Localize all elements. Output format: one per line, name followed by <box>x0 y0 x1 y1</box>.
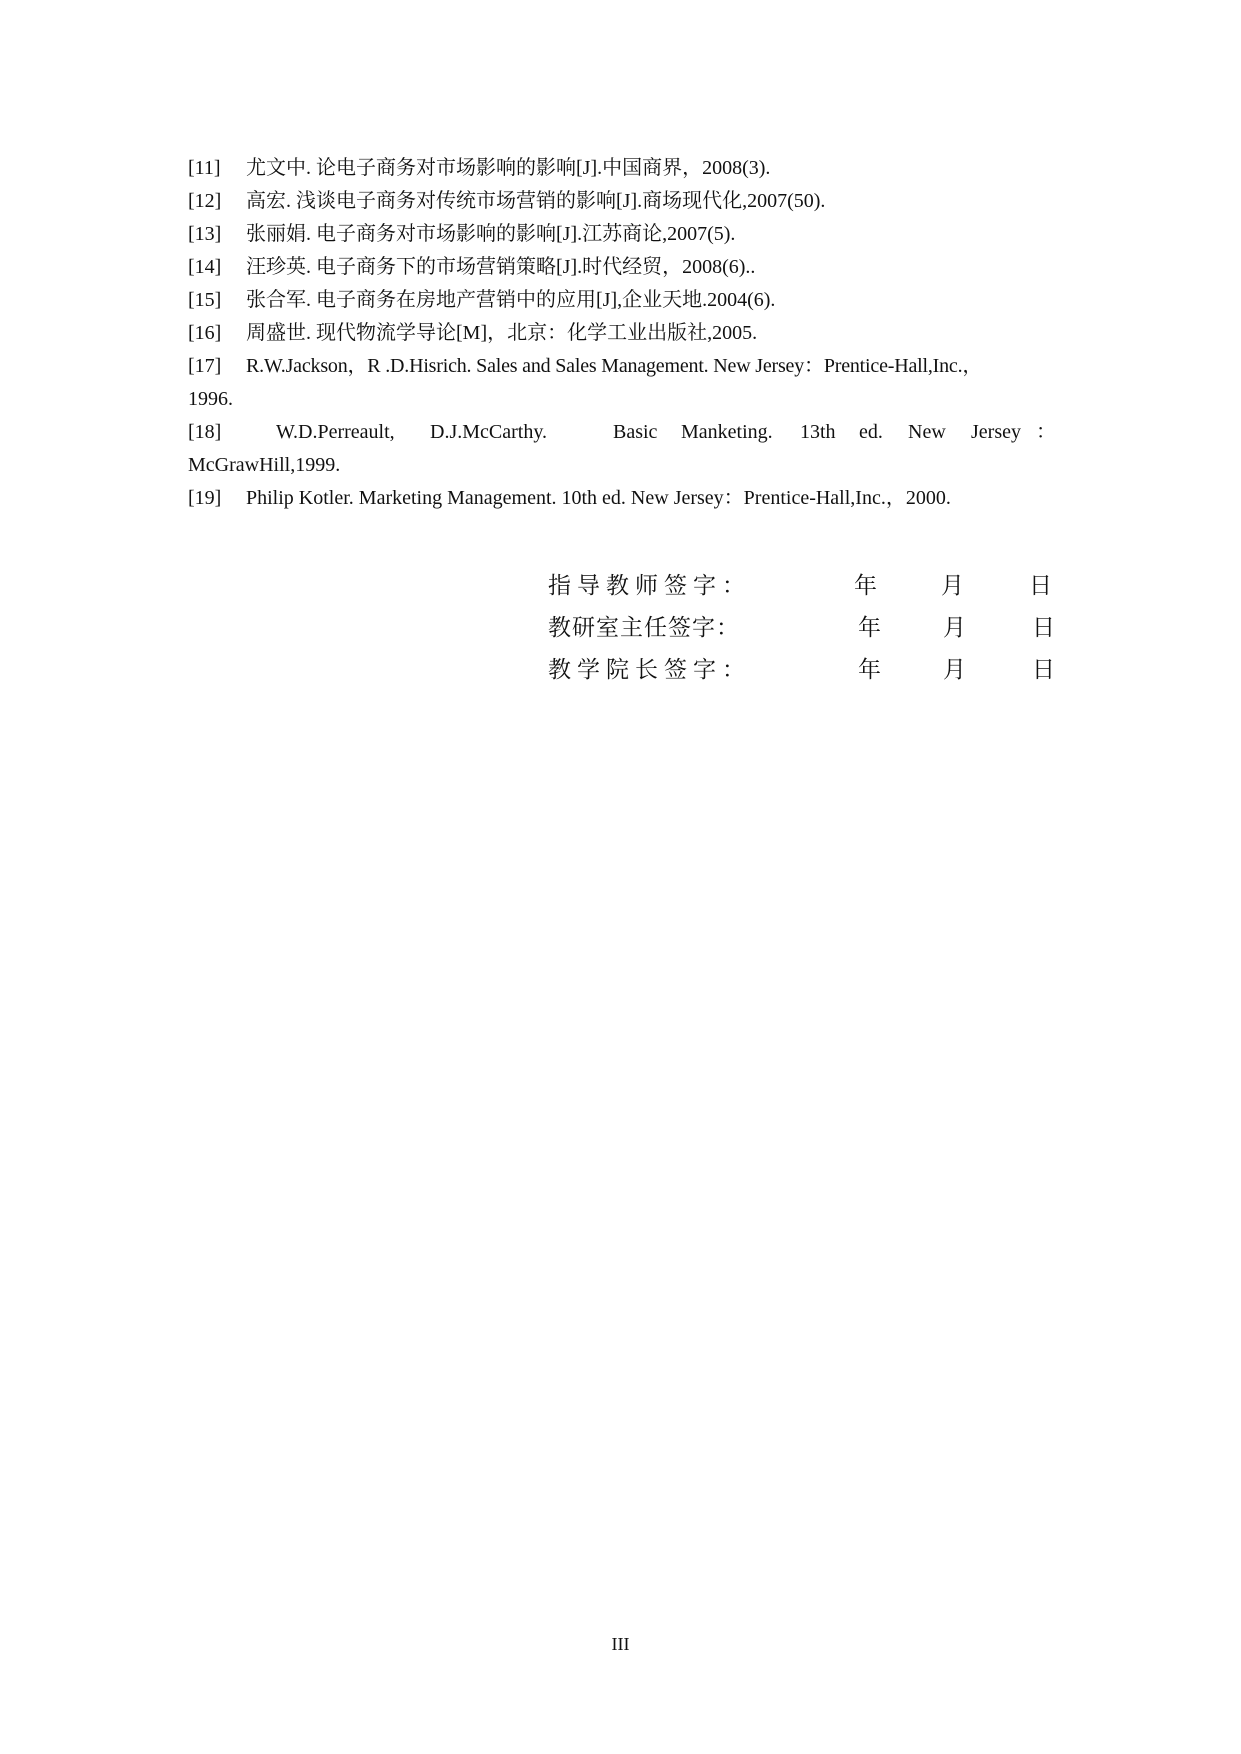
reference-item <box>188 185 1066 218</box>
reference-number: [17] <box>188 355 222 377</box>
date-month-label: 月 <box>943 657 966 683</box>
reference-number: [14] <box>188 256 222 278</box>
signature-label: 教研室主任签字： <box>548 615 740 641</box>
reference-word: ed. <box>859 421 883 443</box>
reference-number: [16] <box>188 322 222 344</box>
reference-word: D.J.McCarthy. <box>430 421 548 443</box>
reference-word: Basic <box>613 421 658 443</box>
signature-label: 指导教师签字： <box>548 573 751 599</box>
reference-text: R.W.Jackson，R .D.Hisrich. Sales and Sales Management. New Jersey：Prentice-Hall,Inc.， <box>246 355 983 377</box>
reference-word: Jersey <box>971 421 1021 443</box>
date-day-label: 日 <box>1032 657 1055 683</box>
date-day-label: 日 <box>1032 615 1055 641</box>
reference-continuation: 1996. <box>188 388 233 410</box>
reference-word: W.D.Perreault, <box>276 421 395 443</box>
reference-number: [12] <box>188 190 222 212</box>
reference-number: [13] <box>188 223 222 245</box>
reference-word: New <box>908 421 946 443</box>
reference-number: [15] <box>188 289 222 311</box>
reference-number: [19] <box>188 487 222 509</box>
reference-item <box>188 416 1066 449</box>
reference-text: 尤文中. 论电子商务对市场影响的影响[J].中国商界，2008(3). <box>246 157 771 179</box>
reference-item <box>188 317 1066 350</box>
reference-item <box>188 152 1066 185</box>
reference-number: [18] <box>188 421 222 443</box>
reference-item <box>188 284 1066 317</box>
signature-row-dean <box>548 649 1068 691</box>
reference-list <box>188 152 1066 515</box>
date-year-label: 年 <box>858 615 881 641</box>
reference-item <box>188 482 1066 515</box>
reference-text: 汪珍英. 电子商务下的市场营销策略[J].时代经贸，2008(6).. <box>246 256 756 278</box>
signature-row-advisor <box>548 565 1068 607</box>
reference-text: 张丽娟. 电子商务对市场影响的影响[J].江苏商论,2007(5). <box>246 223 736 245</box>
reference-text: 高宏. 浅谈电子商务对传统市场营销的影响[J].商场现代化,2007(50). <box>246 190 826 212</box>
reference-word: Manketing. <box>681 421 773 443</box>
reference-text: 张合军. 电子商务在房地产营销中的应用[J],企业天地.2004(6). <box>246 289 776 311</box>
date-month-label: 月 <box>943 615 966 641</box>
signature-row-department-head <box>548 607 1068 649</box>
signature-label: 教学院长签字： <box>548 657 751 683</box>
reference-word: 13th <box>800 421 836 443</box>
reference-item <box>188 251 1066 284</box>
reference-text: 周盛世. 现代物流学导论[M]，北京：化学工业出版社,2005. <box>246 322 758 344</box>
date-day-label: 日 <box>1029 573 1052 599</box>
date-month-label: 月 <box>941 573 964 599</box>
reference-item <box>188 218 1066 251</box>
date-year-label: 年 <box>858 657 881 683</box>
reference-item <box>188 350 1066 383</box>
reference-word: ： <box>1036 421 1056 443</box>
reference-number: [11] <box>188 157 221 179</box>
page-number: III <box>611 1634 630 1654</box>
reference-continuation: McGrawHill,1999. <box>188 454 341 476</box>
reference-text: Philip Kotler. Marketing Management. 10th ed. New Jersey：Prentice-Hall,Inc.，2000. <box>246 487 951 509</box>
date-year-label: 年 <box>854 573 877 599</box>
signature-block <box>548 565 1068 691</box>
